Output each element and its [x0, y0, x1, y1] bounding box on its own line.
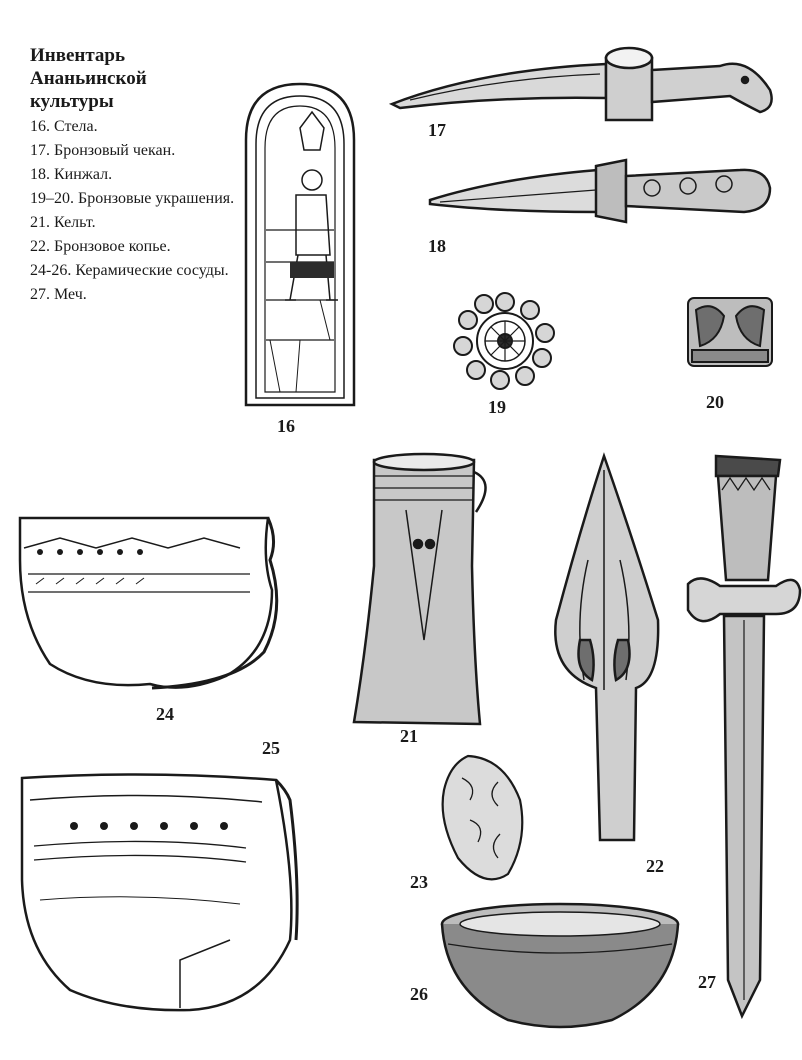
stela-drawing: [246, 84, 354, 405]
caption-21: 21. Кельт.: [30, 214, 96, 231]
caption-24-26: 24-26. Керамические сосуды.: [30, 262, 229, 279]
rosette-drawing: [454, 293, 554, 389]
caption-19-20: 19–20. Бронзовые украшения.: [30, 190, 235, 207]
figure-number-22: 22: [646, 856, 664, 876]
caption-17: 17. Бронзовый чекан.: [30, 142, 176, 159]
stela-dark-band: [290, 262, 334, 278]
caption-27: 27. Меч.: [30, 286, 87, 303]
figure-number-24: 24: [156, 704, 174, 724]
dagger-drawing: [430, 160, 770, 222]
figure-number-20: 20: [706, 392, 724, 412]
plate-title: Инвентарь Ананьинской культуры: [30, 45, 147, 112]
sword-drawing: [688, 456, 800, 1016]
vessel-24-drawing: [20, 518, 277, 688]
plaque-drawing: [688, 298, 772, 366]
vessel-24-dots: [37, 549, 143, 555]
figure-number-17: 17: [428, 120, 446, 140]
bowl-drawing: [442, 904, 678, 1027]
figure-number-19: 19: [488, 397, 506, 417]
figure-number-18: 18: [428, 236, 446, 256]
vessel-25-dots: [70, 822, 228, 830]
vessel-25-drawing: [22, 774, 297, 1010]
caption-22: 22. Бронзовое копье.: [30, 238, 171, 255]
spear-drawing: [555, 456, 658, 840]
chekan-drawing: [392, 48, 772, 120]
figure-number-21: 21: [400, 726, 418, 746]
caption-16: 16. Стела.: [30, 118, 98, 135]
figure-number-26: 26: [410, 984, 428, 1004]
celt-drawing: [354, 454, 486, 724]
figure-number-25: 25: [262, 738, 280, 758]
figure-number-23: 23: [410, 872, 428, 892]
flint-drawing: [443, 756, 523, 879]
figure-number-16: 16: [277, 416, 295, 436]
caption-18: 18. Кинжал.: [30, 166, 113, 183]
figure-number-27: 27: [698, 972, 716, 992]
